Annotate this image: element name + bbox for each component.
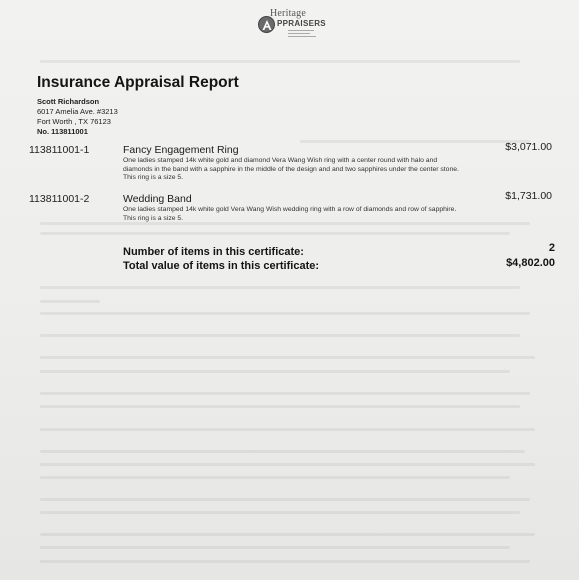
report-title: Insurance Appraisal Report <box>37 74 239 91</box>
item-number: 113811001-1 <box>29 144 90 156</box>
item-count-value: 2 <box>548 242 555 254</box>
logo-line-2: PPRAISERS <box>277 19 326 28</box>
certificate-number: No. 113811001 <box>37 127 88 136</box>
item-number: 113811001-2 <box>29 193 90 205</box>
item-name: Wedding Band <box>123 193 192 205</box>
client-address-line-1: 6017 Amelia Ave. #3213 <box>37 107 118 116</box>
client-info <box>37 97 118 137</box>
item-count-label: Number of items in this certificate: <box>123 246 304 258</box>
logo-line-1: Heritage <box>270 8 307 19</box>
item-name: Fancy Engagement Ring <box>123 144 239 156</box>
heritage-appraisers-logo <box>258 8 328 42</box>
total-value-label: Total value of items in this certificate: <box>123 260 320 272</box>
item-description: One ladies stamped 14k white gold Vera Wang Wish wedding ring with a row of diamonds and row of sapphire. This ring is a size 5. <box>123 206 457 222</box>
item-price: $3,071.00 <box>505 141 552 153</box>
item-description: One ladies stamped 14k white gold and diamond Vera Wang Wish ring with a center round with halo and diamonds in the band with a sapphire in the middle of the design and and two sapphires under the center stone. This ring is a size 5. <box>123 157 459 182</box>
item-price: $1,731.00 <box>505 190 552 202</box>
client-name: Scott Richardson <box>37 97 100 106</box>
client-address-line-2: Fort Worth , TX 76123 <box>37 117 111 126</box>
total-value: $4,802.00 <box>506 257 555 269</box>
